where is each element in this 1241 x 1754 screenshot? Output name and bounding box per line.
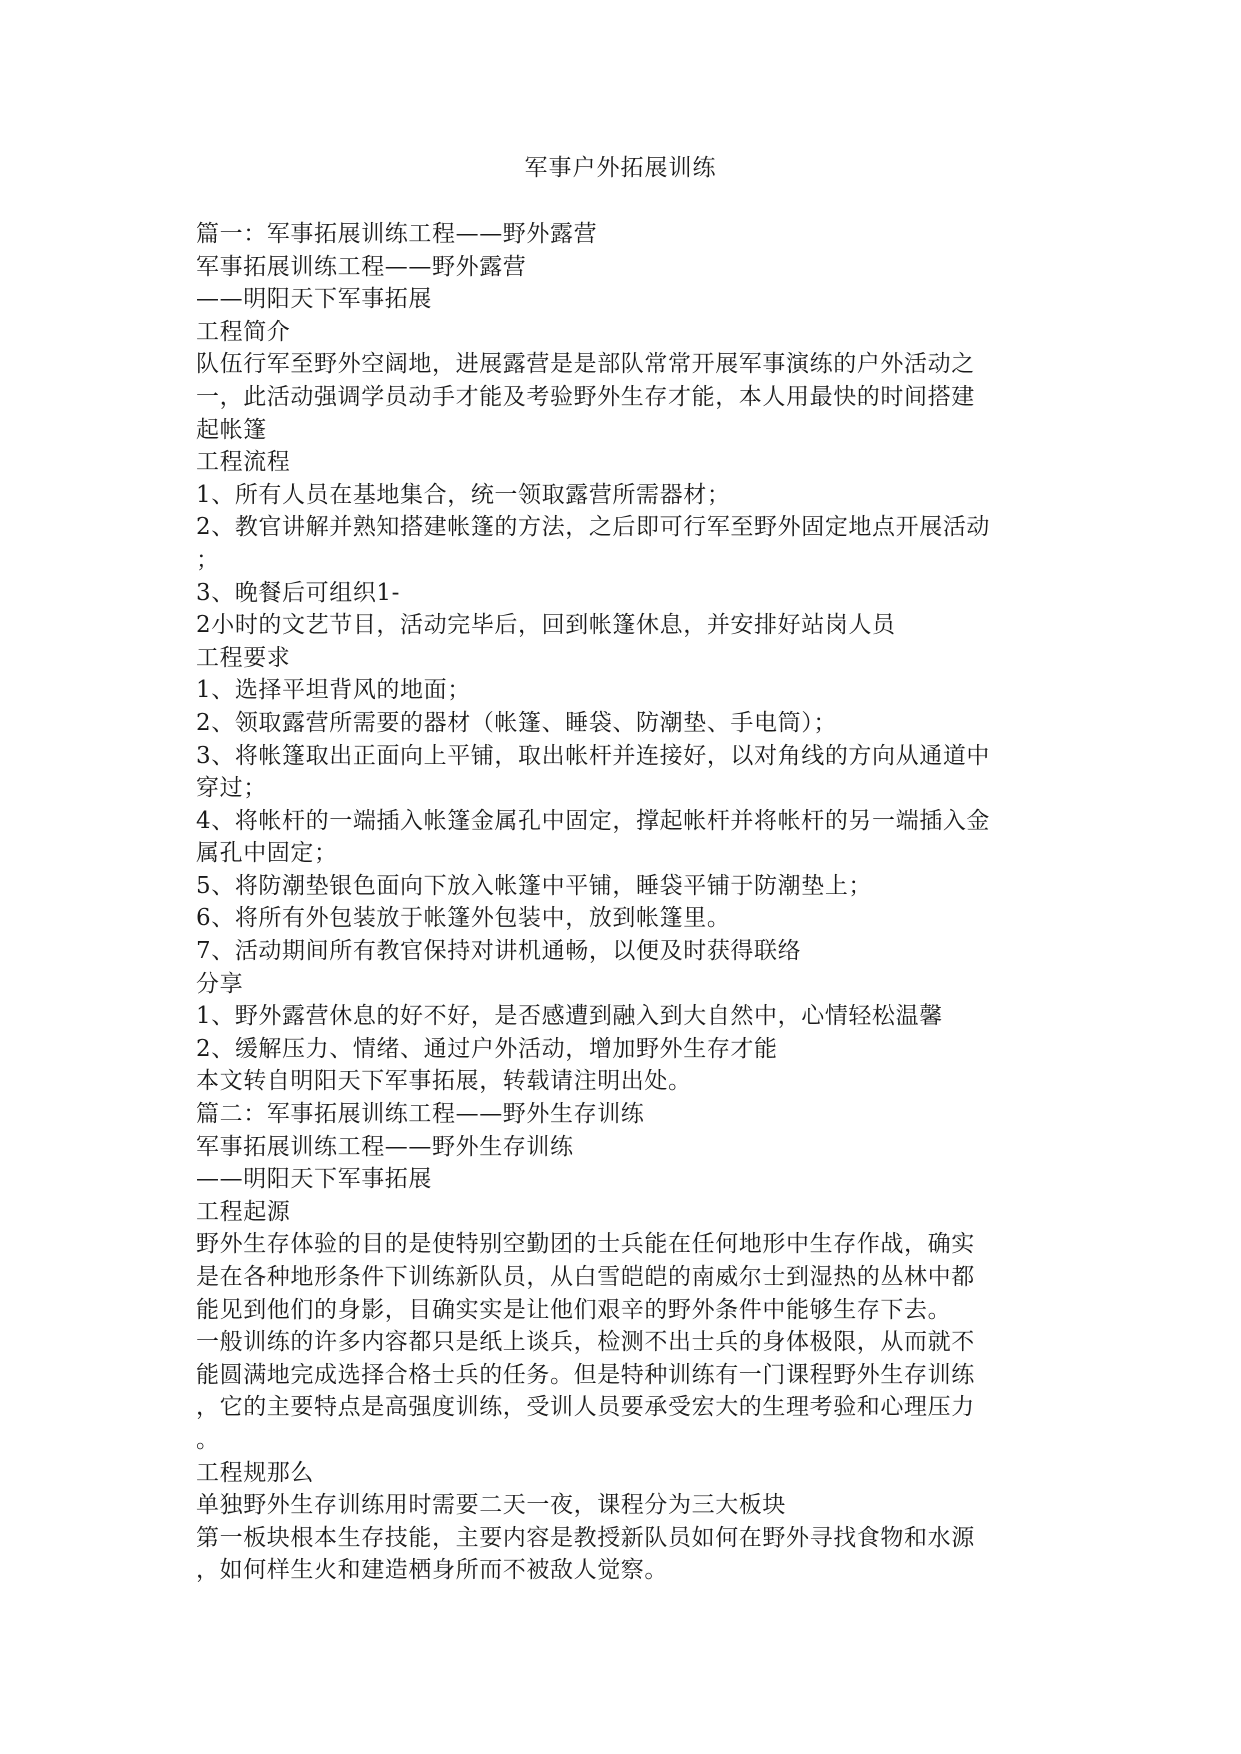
text-line: 军事拓展训练工程——野外生存训练 <box>196 1133 574 1160</box>
text-line: 2、缓解压力、情绪、通过户外活动，增加野外生存才能 <box>196 1035 778 1062</box>
text-line: 篇二：军事拓展训练工程——野外生存训练 <box>196 1101 645 1128</box>
text-line: 1、野外露营休息的好不好，是否感遭到融入到大自然中，心情轻松温馨 <box>196 1003 943 1030</box>
text-line: 7、活动期间所有教官保持对讲机通畅，以便及时获得联络 <box>196 938 802 965</box>
text-line: 1、选择平坦背风的地面； <box>196 677 471 704</box>
text-line: 队伍行军至野外空阔地，进展露营是是部队常常开展军事演练的户外活动之 <box>196 351 975 378</box>
text-line: 1、所有人员在基地集合，统一领取露营所需器材； <box>196 481 731 508</box>
text-line: 2、领取露营所需要的器材（帐篷、睡袋、防潮垫、手电筒）； <box>196 709 837 736</box>
text-line: 4、将帐杆的一端插入帐篷金属孔中固定，撑起帐杆并将帐杆的另一端插入金 <box>196 807 991 834</box>
text-line: 工程流程 <box>196 449 291 476</box>
text-line: 6、将所有外包装放于帐篷外包装中，放到帐篷里。 <box>196 905 731 932</box>
text-line: 一，此活动强调学员动手才能及考验野外生存才能，本人用最快的时间搭建 <box>196 383 975 410</box>
text-line: ——明阳天下军事拓展 <box>196 286 432 313</box>
text-line: 3、将帐篷取出正面向上平铺，取出帐杆并连接好，以对角线的方向从通道中 <box>196 742 991 769</box>
text-line: 一般训练的许多内容都只是纸上谈兵，检测不出士兵的身体极限，从而就不 <box>196 1329 975 1356</box>
text-line: 军事拓展训练工程——野外露营 <box>196 253 527 280</box>
text-line: 能见到他们的身影，目确实实是让他们艰辛的野外条件中能够生存下去。 <box>196 1296 952 1323</box>
text-line: ； <box>196 546 220 573</box>
text-line: 分享 <box>196 970 244 997</box>
text-line: 单独野外生存训练用时需要二天一夜，课程分为三大板块 <box>196 1492 786 1519</box>
document-title: 军事户外拓展训练 <box>524 155 717 181</box>
text-line: 能圆满地完成选择合格士兵的任务。但是特种训练有一门课程野外生存训练 <box>196 1361 975 1388</box>
text-line: ，它的主要特点是高强度训练，受训人员要承受宏大的生理考验和心理压力 <box>196 1394 975 1421</box>
document-body <box>196 218 1046 1587</box>
text-line: 2小时的文艺节目，活动完毕后，回到帐篷休息，并安排好站岗人员 <box>196 612 896 639</box>
text-line: 野外生存体验的目的是使特别空勤团的士兵能在任何地形中生存作战，确实 <box>196 1231 975 1258</box>
text-line: 工程起源 <box>196 1198 291 1225</box>
text-line: 工程要求 <box>196 644 291 671</box>
text-line: 穿过； <box>196 775 267 802</box>
text-line: 属孔中固定； <box>196 840 338 867</box>
text-line: 是在各种地形条件下训练新队员，从白雪皑皑的南威尔士到湿热的丛林中都 <box>196 1264 975 1290</box>
text-line: 5、将防潮垫银色面向下放入帐篷中平铺，睡袋平铺于防潮垫上； <box>196 872 873 899</box>
text-line: 工程规那么 <box>196 1459 314 1486</box>
text-line: ——明阳天下军事拓展 <box>196 1166 432 1193</box>
text-line: 工程简介 <box>196 318 291 345</box>
text-line: 本文转自明阳天下军事拓展，转载请注明出处。 <box>196 1068 692 1095</box>
text-line: ，如何样生火和建造栖身所而不被敌人觉察。 <box>196 1557 668 1584</box>
text-line: 3、晚餐后可组织1- <box>196 579 401 606</box>
text-line: 第一板块根本生存技能，主要内容是教授新队员如何在野外寻找食物和水源 <box>196 1524 975 1551</box>
text-line: 起帐篷 <box>196 416 267 443</box>
text-line: 2、教官讲解并熟知搭建帐篷的方法，之后即可行军至野外固定地点开展活动 <box>196 514 991 541</box>
text-line: 。 <box>196 1426 220 1453</box>
text-line: 篇一：军事拓展训练工程——野外露营 <box>196 221 598 247</box>
